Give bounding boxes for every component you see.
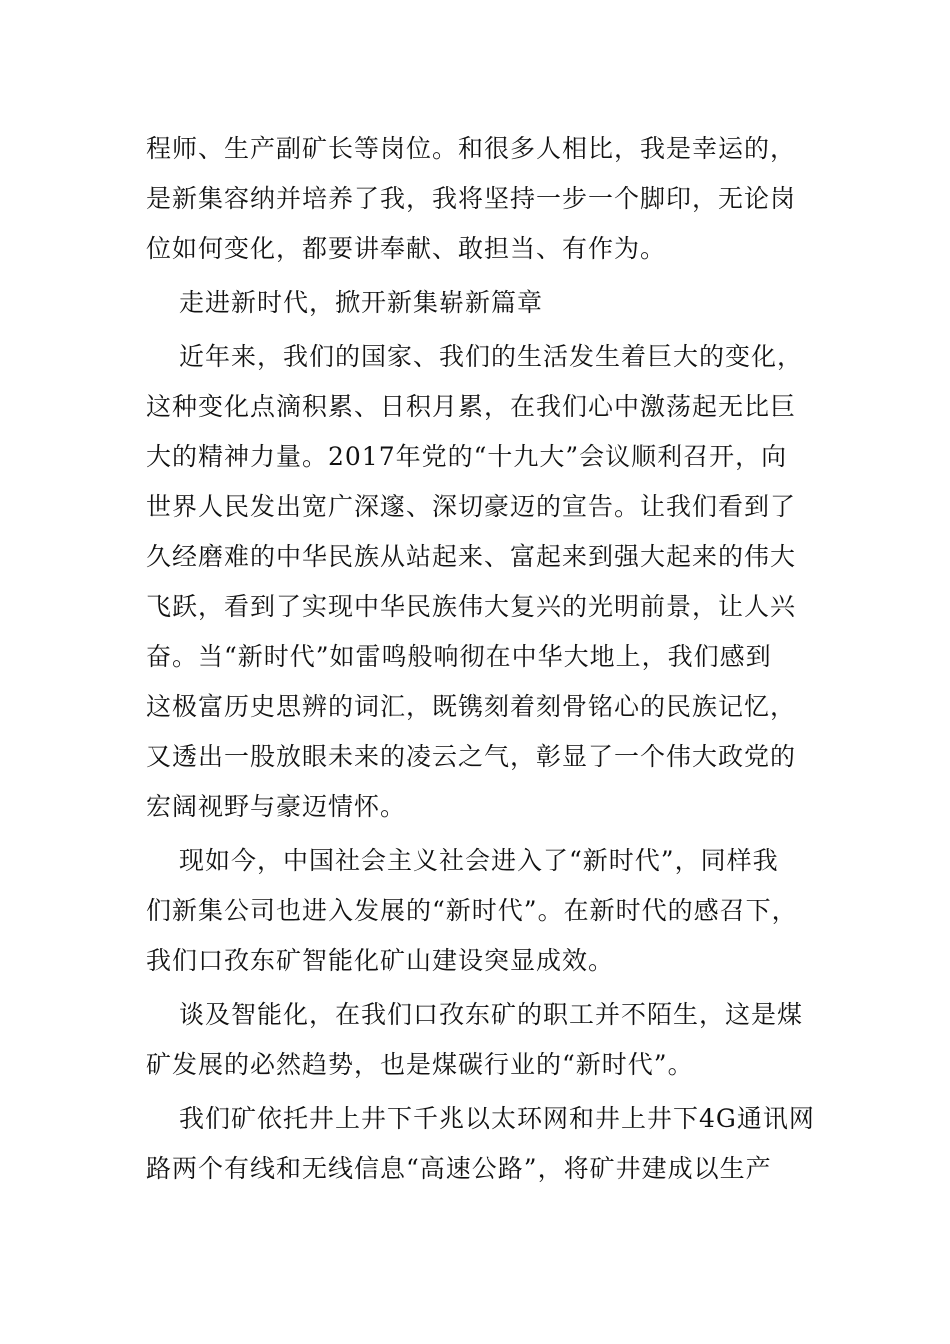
- text-line: 我们矿依托井上井下千兆以太环网和井上井下4G通讯网: [179, 1104, 815, 1133]
- paragraph-company: [146, 836, 806, 986]
- text-line: 我们口孜东矿智能化矿山建设突显成效。: [146, 946, 615, 975]
- text-line: 近年来，我们的国家、我们的生活发生着巨大的变化，: [179, 342, 804, 371]
- paragraph-career: [146, 124, 806, 274]
- text-line: 又透出一股放眼未来的凌云之气，彰显了一个伟大政党的: [146, 742, 797, 771]
- document-body: [146, 124, 815, 1194]
- section-heading: [146, 278, 806, 328]
- heading-line: 走进新时代，掀开新集崭新篇章: [179, 288, 544, 317]
- text-line: 现如今，中国社会主义社会进入了“新时代”，同样我: [179, 846, 779, 875]
- text-line: 位如何变化，都要讲奉献、敢担当、有作为。: [146, 234, 667, 263]
- text-line: 飞跃，看到了实现中华民族伟大复兴的光明前景，让人兴: [146, 592, 797, 621]
- text-line: 奋。当“新时代”如雷鸣般响彻在中华大地上，我们感到: [146, 642, 772, 671]
- text-line: 程师、生产副矿长等岗位。和很多人相比，我是幸运的，: [146, 134, 797, 163]
- text-line: 是新集容纳并培养了我，我将坚持一步一个脚印，无论岗: [146, 184, 797, 213]
- paragraph-intelligence: [146, 990, 806, 1090]
- text-line: 矿发展的必然趋势，也是煤碳行业的“新时代”。: [146, 1050, 694, 1079]
- text-line: 大的精神力量。2017年党的“十九大”会议顺利召开，向: [146, 442, 788, 471]
- text-line: 宏阔视野与豪迈情怀。: [146, 792, 407, 821]
- text-line: 世界人民发出宽广深邃、深切豪迈的宣告。让我们看到了: [146, 492, 797, 521]
- text-line: 久经磨难的中华民族从站起来、富起来到强大起来的伟大: [146, 542, 797, 571]
- text-line: 这极富历史思辨的词汇，既镌刻着刻骨铭心的民族记忆，: [146, 692, 797, 721]
- text-line: 路两个有线和无线信息“高速公路”，将矿井建成以生产: [146, 1154, 772, 1183]
- text-line: 们新集公司也进入发展的“新时代”。在新时代的感召下，: [146, 896, 798, 925]
- text-line: 谈及智能化，在我们口孜东矿的职工并不陌生，这是煤: [179, 1000, 804, 1029]
- paragraph-network: [146, 1094, 815, 1194]
- text-line: 这种变化点滴积累、日积月累，在我们心中激荡起无比巨: [146, 392, 797, 421]
- paragraph-new-era: [146, 332, 806, 832]
